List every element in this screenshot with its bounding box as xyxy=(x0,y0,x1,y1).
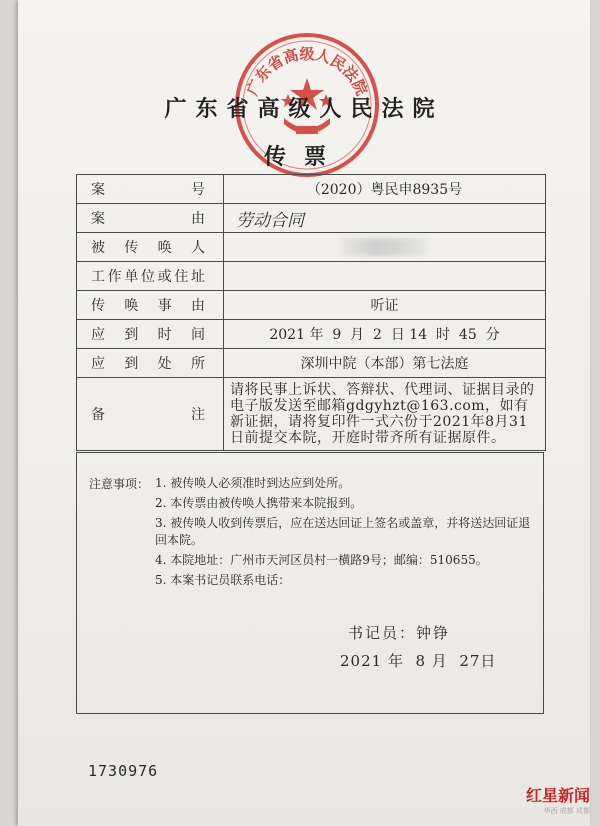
appear-place-value: 深圳中院（本部）第七法庭 xyxy=(224,349,546,378)
list-item: 1. 被传唤人必须准时到达应到处所。 xyxy=(155,476,351,490)
list-item: 2. 本传票由被传唤人携带来本院报到。 xyxy=(155,496,363,510)
field-label-cause: 案由 xyxy=(77,204,224,233)
table-row xyxy=(77,291,546,320)
serial-number: 1730976 xyxy=(88,762,159,780)
list-item: 4. 本院地址：广州市天河区员村一横路9号；邮编：510655。 xyxy=(155,553,488,567)
list-item: 3. 被传唤人收到传票后，应在送达回证上签名或盖章，并将送达回证退回本院。 xyxy=(155,516,531,547)
table-row xyxy=(77,320,546,349)
watermark-logo: 红星新闻 xyxy=(525,786,590,805)
notice-section xyxy=(76,452,544,714)
notice-heading: 注意事项： xyxy=(89,477,150,491)
watermark-subtext: 华西 成都 成都 xyxy=(543,807,590,815)
field-label-appear-time: 应到时间 xyxy=(77,320,224,349)
notice-list xyxy=(155,475,535,592)
document-title: 传票 xyxy=(263,144,344,170)
field-label-reason: 传唤事由 xyxy=(77,291,224,320)
summoned-person-cell xyxy=(224,233,546,262)
field-label-summoned-person: 被传唤人 xyxy=(77,233,224,262)
cause-value: 劳动合同 xyxy=(236,210,304,231)
summons-form-table xyxy=(76,174,546,451)
table-row xyxy=(77,349,546,378)
address-value xyxy=(224,262,546,291)
remarks-value: 请将民事上诉状、答辩状、代理词、证据目录的电子版发送至邮箱gdgyhzt@163.com，如有新证据，请将复印件一式六份于2021年8月31日前提交本院，开庭时带齐所有证据原件。 xyxy=(224,378,546,451)
clerk-signature: 书记员：钟铮 xyxy=(348,624,451,642)
table-row xyxy=(77,262,546,291)
news-watermark xyxy=(526,783,590,816)
case-number-value: （2020）粤民申8935号 xyxy=(224,175,546,204)
reason-value: 听证 xyxy=(224,291,546,320)
table-row xyxy=(77,204,546,233)
summons-paper xyxy=(18,0,590,826)
list-item: 5. 本案书记员联系电话： xyxy=(155,573,291,587)
field-label-address: 工作单位或住址 xyxy=(77,262,224,291)
appear-time-value: 2021 年 9 月 2 日 14 时 45 分 xyxy=(224,320,546,349)
table-row xyxy=(77,233,546,262)
redacted-name-block xyxy=(340,238,430,256)
field-label-case-number: 案号 xyxy=(77,175,224,204)
field-label-remarks: 备注 xyxy=(77,378,224,451)
table-row xyxy=(77,378,546,451)
field-label-appear-place: 应到处所 xyxy=(77,349,224,378)
table-row xyxy=(77,175,546,204)
seal-text: 广东省高级人民法院 xyxy=(243,45,371,99)
cause-cell xyxy=(224,204,546,233)
issue-date: 2021 年 8 月 27日 xyxy=(340,652,497,670)
court-title: 广东省高级人民法院 xyxy=(164,96,444,122)
